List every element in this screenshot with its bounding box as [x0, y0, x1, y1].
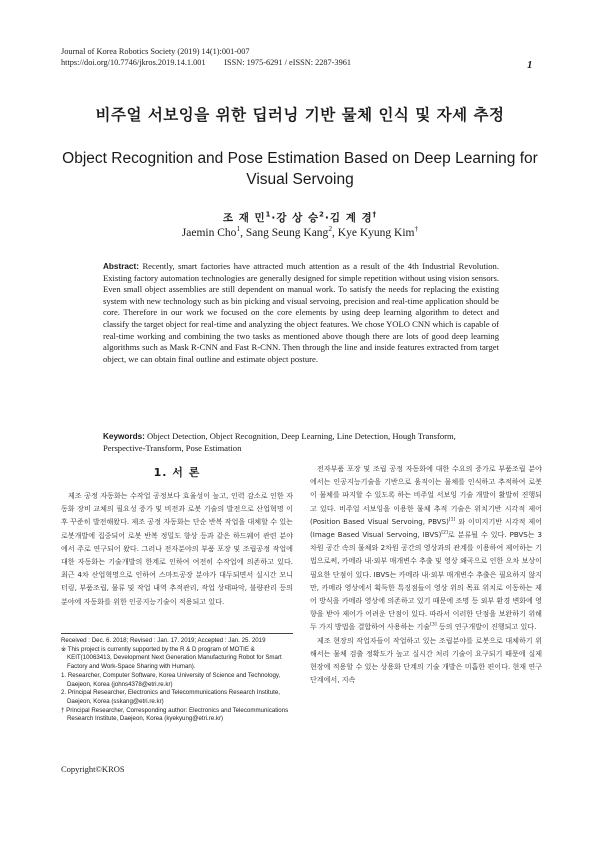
author-2-en: Sang Seung Kang	[245, 227, 329, 239]
abstract-label: Abstract:	[103, 262, 139, 271]
citation-1[interactable]: [1]	[448, 517, 456, 523]
citation-3[interactable]: [3]	[430, 623, 437, 629]
issn: ISSN: 1975-6291 / eISSN: 2287-3961	[224, 57, 352, 67]
abstract	[103, 261, 499, 365]
author-sep: ·	[271, 212, 277, 224]
author-1-ko-mark: 1	[265, 210, 272, 219]
author-1-en: Jaemin Cho	[181, 227, 237, 239]
funding-note: ※ This project is currently supported by the R & D program of MOTIE & KEIT(10063413, Development Next Generation Manufacturing Robot for Smart Factory and Work-Space Sharing with Human).	[61, 645, 282, 671]
author-2-en-mark: 2	[328, 224, 333, 234]
right-column	[310, 462, 542, 686]
intro-paragraph-3: 제조 현장의 작업자들이 작업하고 있는 조립분야를 로봇으로 대체하기 위해서는 물체 검출 정확도가 높고 실시간 처리 기술이 요구되기 때문에 실제 현장에 적용할 수 있는 상용화 단계의 기술 개발은 미흡한 편이다. 현재 연구단계에서, 지속	[310, 635, 542, 685]
keywords-label: Keywords:	[103, 432, 145, 441]
keywords	[103, 431, 499, 454]
keywords-text: Object Detection, Object Recognition, Deep Learning, Line Detection, Hough Transform, Perspective-Transform, Pose Estimation	[103, 431, 456, 453]
citation-2[interactable]: [2]	[441, 530, 448, 536]
section-heading-introduction: 1. 서 론	[153, 466, 201, 479]
author-3-ko-mark: †	[372, 210, 378, 219]
doi-link[interactable]: https://doi.org/10.7746/jkros.2019.14.1.001	[61, 57, 206, 67]
para2-part-a: 전자부품 포장 및 조립 공정 자동화에 대한 수요의 증가로 부품조립 분야에서는 인공지능기술을 기반으로 움직이는 물체를 인식하고 추적하여 로봇이 물체를 파지할 수 있도록 하는 비주얼 서보잉 기술 개발이 활발히 진행되고 있다. 비주얼 서보잉을 이용한 물체 추적 기술은 위치기반 시각적 제어(Position Based Visual Servoing, PBVS)	[310, 464, 542, 526]
author-sep: ,	[240, 227, 246, 239]
para2-part-d: 등의 연구개발이 진행되고 있다.	[436, 622, 537, 632]
title-english: Object Recognition and Pose Estimation Based on Deep Learning for Visual Servoing	[62, 150, 538, 188]
journal-header	[61, 47, 351, 68]
author-2-ko: 강 상 승	[276, 212, 320, 224]
title-korean: 비주얼 서보잉을 위한 딥러닝 기반 물체 인식 및 자세 추정	[95, 106, 505, 124]
authors-english	[60, 224, 540, 239]
author-1-en-mark: 1	[236, 224, 241, 234]
journal-citation: Journal of Korea Robotics Society (2019) 14(1):001-007	[61, 47, 250, 56]
intro-paragraph-1: 제조 공정 자동화는 수작업 공정보다 효율성이 높고, 인력 감소로 인한 자동화 장비 교체의 필요성 증가 및 비전과 로봇 기술의 발전으로 산업혁명 이후 꾸준히 발전해왔다. 제조 공정 자동화는 단순 반복 작업을 대체할 수 있는 로봇개발에 집중되어 로봇 반복 정밀도 향상 등과 같은 하드웨어 관련 분야에서 주로 연구되어 왔다. 그러나 전자분야의 부품 포장 및 조립공정 작업에 대한 자동화는 기술개발의 한계로 인하여 여전히 수작업에 의존하고 있다. 최근 4차 산업혁명으로 인하여 스마트공장 분야가 대두되면서 실시간 모니터링, 부품조립, 물류 및 작업 내역 추적관리, 작업 상태파악, 불량관리 등의 분야에 자동화를 위한 인공지능기술이 적용되고 있다.	[61, 491, 293, 606]
author-sep: ,	[332, 227, 338, 239]
intro-paragraph-2	[310, 462, 542, 634]
received-dates: Received : Dec. 6. 2018; Revised : Jan. 17. 2019; Accepted : Jan. 25. 2019	[61, 637, 266, 644]
para2-part-c: 로 분류될 수 있다. PBVS는 3차원 공간 속의 물체와 2차원 공간의 영상과의 관계를 이용하여 제어하는 기법으로써, 카메라 내·외부 매개변수 추출 및 영상 왜곡으로 인한 오차 보상이 필요한 단점이 있다. IBVS는 카메라 내·외부 매개변수 추출은 필요하지 않지만, 카메라 영상에서 획득한 특징점들이 영상 위의 목표 위치로 이동하는 제어 방식을 카메라 영상에 의존하고 있기 때문에 조명 등 외부 환경 변화에 영향을 받아 제어가 어려운 단점이 있다. 따라서 이러한 단점을 보완하기 위해 두 가지 방법을 결합하여 사용하는 기술	[310, 530, 542, 632]
author-3-en: Kye Kyung Kim	[337, 227, 415, 239]
abstract-text: Recently, smart factories have attracted much attention as a result of the 4th Industrial Revolution. Existing factory automation technologies are generally designed for simple repetition without using vision sensors. Even small object assemblies are still dependent on manual work. To satisfy the needs for replacing the existing system with new technology such as bin picking and visual servoing, precision and real-time application should be core. Therefore in our work we focused on the core elements by using deep learning algorithm to detect and classify the target object for real-time and analyzing the object features. We chose YOLO CNN which is capable of real-time working and combining the two tasks as mentioned above though there are lots of good deep learning algorithms such as Mask R-CNN and Fast R-CNN. Then through the line and inside features extracted from target object, we can obtain final outline and estimate object posture.	[103, 261, 499, 364]
footnote-author-2: 2. Principal Researcher, Electronics and Telecommunications Research Institute, Daejeon, Korea (sskang@etri.re.kr)	[61, 689, 281, 705]
footnotes	[61, 637, 293, 724]
para2-part-b: 와 이미지기반 시각적 제어(Image Based Visual Servoing, IBVS)	[310, 516, 542, 540]
footnote-corresponding-author: † Principal Researcher, Corresponding author: Electronics and Telecommunications Research Institute, Daejeon, Korea (kyekyung@etri.re.kr)	[61, 706, 289, 723]
footnote-author-1: 1. Researcher, Computer Software, Korea University of Science and Technology, Daejeon, Korea (johns4378@etri.re.kr)	[61, 671, 281, 688]
author-1-ko: 조 재 민	[222, 212, 266, 224]
authors-korean	[60, 210, 540, 225]
author-2-ko-mark: 2	[319, 210, 325, 219]
page-number: 1	[527, 59, 533, 71]
author-3-en-mark: †	[414, 224, 419, 234]
left-column	[61, 489, 293, 608]
author-3-ko: 김 계 경	[329, 212, 373, 224]
doi-line	[61, 58, 351, 69]
footnote-divider	[61, 633, 293, 634]
copyright: Copyright©KROS	[61, 764, 125, 774]
author-sep: ·	[324, 212, 330, 224]
